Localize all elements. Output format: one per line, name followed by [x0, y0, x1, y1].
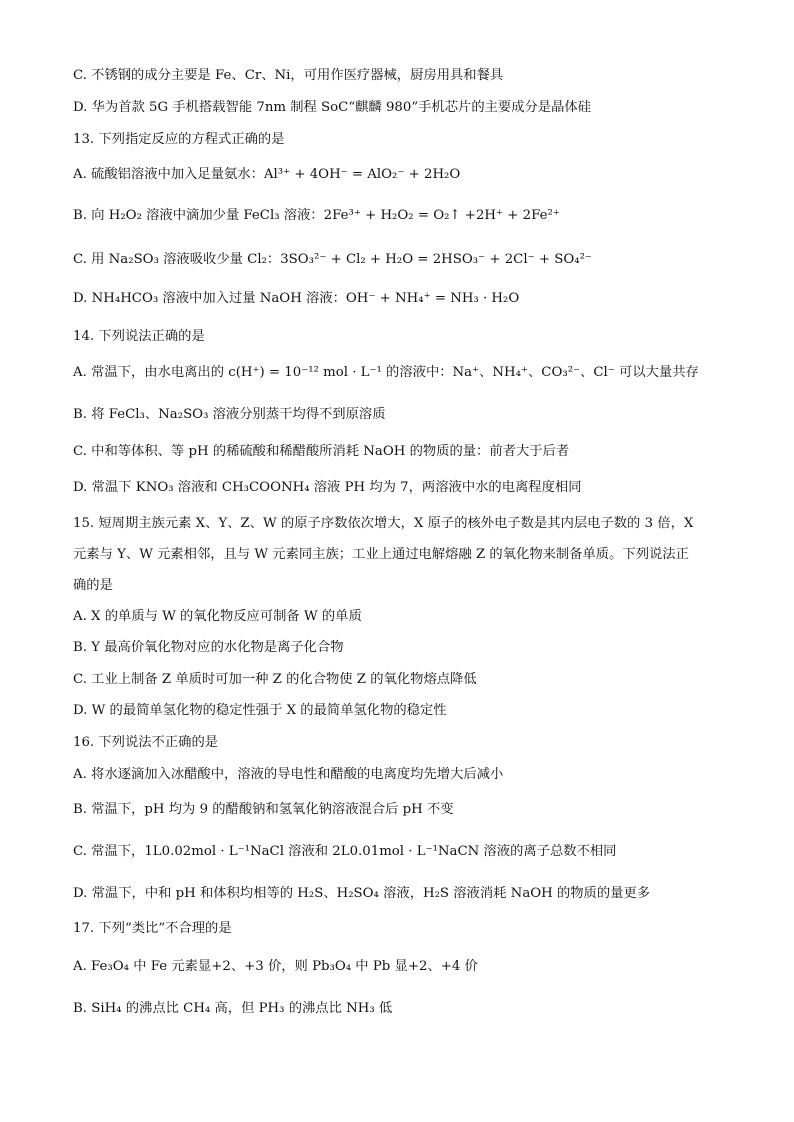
question-15-line-1: 15. 短周期主族元素 X、Y、Z、W 的原子序数依次增大，X 原子的核外电子数是其内层电子数的 3 倍，X — [73, 516, 694, 531]
question-13: 13. 下列指定反应的方程式正确的是 — [73, 132, 285, 147]
option-14c: C. 中和等体积、等 pH 的稀硫酸和稀醋酸所消耗 NaOH 的物质的量：前者大于后者 — [73, 444, 570, 459]
option-16d: D. 常温下，中和 pH 和体积均相等的 H₂S、H₂SO₄ 溶液，H₂S 溶液消耗 NaOH 的物质的量更多 — [73, 886, 651, 901]
option-15b: B. Y 最高价氧化物对应的水化物是离子化合物 — [73, 640, 344, 655]
option-16a: A. 将水逐滴加入冰醋酸中，溶液的导电性和醋酸的电离度均先增大后减小 — [73, 767, 504, 782]
option-15c: C. 工业上制备 Z 单质时可加一种 Z 的化合物使 Z 的氧化物熔点降低 — [73, 672, 477, 687]
option-17b: B. SiH₄ 的沸点比 CH₄ 高，但 PH₃ 的沸点比 NH₃ 低 — [73, 1001, 393, 1016]
option-12c: C. 不锈钢的成分主要是 Fe、Cr、Ni，可用作医疗器械，厨房用具和餐具 — [73, 68, 504, 83]
question-16: 16. 下列说法不正确的是 — [73, 735, 219, 750]
option-15a: A. X 的单质与 W 的氧化物反应可制备 W 的单质 — [73, 609, 362, 624]
option-13a: A. 硫酸铝溶液中加入足量氨水：Al³⁺ + 4OH⁻ = AlO₂⁻ + 2H₂O — [73, 167, 461, 182]
option-13d: D. NH₄HCO₃ 溶液中加入过量 NaOH 溶液：OH⁻ + NH₄⁺ = NH₃ · H₂O — [73, 291, 520, 306]
question-15-line-2: 元素与 Y、W 元素相邻，且与 W 元素同主族；工业上通过电解熔融 Z 的氧化物来制备单质。下列说法正 — [73, 547, 689, 562]
option-16c: C. 常温下，1L0.02mol · L⁻¹NaCl 溶液和 2L0.01mol · L⁻¹NaCN 溶液的离子总数不相同 — [73, 844, 617, 859]
question-15-line-3: 确的是 — [73, 578, 113, 593]
option-17a: A. Fe₃O₄ 中 Fe 元素显+2、+3 价，则 Pb₃O₄ 中 Pb 显+2、+4 价 — [73, 959, 478, 974]
option-14d: D. 常温下 KNO₃ 溶液和 CH₃COONH₄ 溶液 PH 均为 7，两溶液中水的电离程度相同 — [73, 480, 582, 495]
question-14: 14. 下列说法正确的是 — [73, 329, 205, 344]
option-14a: A. 常温下，由水电离出的 c(H⁺) = 10⁻¹² mol · L⁻¹ 的溶液中：Na⁺、NH₄⁺、CO₃²⁻、Cl⁻ 可以大量共存 — [73, 365, 699, 380]
option-13b: B. 向 H₂O₂ 溶液中滴加少量 FeCl₃ 溶液：2Fe³⁺ + H₂O₂ = O₂↑ +2H⁺ + 2Fe²⁺ — [73, 208, 560, 223]
option-13c: C. 用 Na₂SO₃ 溶液吸收少量 Cl₂：3SO₃²⁻ + Cl₂ + H₂O = 2HSO₃⁻ + 2Cl⁻ + SO₄²⁻ — [73, 252, 592, 267]
option-16b: B. 常温下，pH 均为 9 的醋酸钠和氢氧化钠溶液混合后 pH 不变 — [73, 802, 454, 817]
question-17: 17. 下列“类比”不合理的是 — [73, 921, 232, 936]
option-15d: D. W 的最简单氢化物的稳定性强于 X 的最简单氢化物的稳定性 — [73, 703, 447, 718]
option-14b: B. 将 FeCl₃、Na₂SO₃ 溶液分别蒸干均得不到原溶质 — [73, 407, 386, 422]
option-12d: D. 华为首款 5G 手机搭载智能 7nm 制程 SoC“麒麟 980”手机芯片的主要成分是晶体硅 — [73, 100, 591, 115]
